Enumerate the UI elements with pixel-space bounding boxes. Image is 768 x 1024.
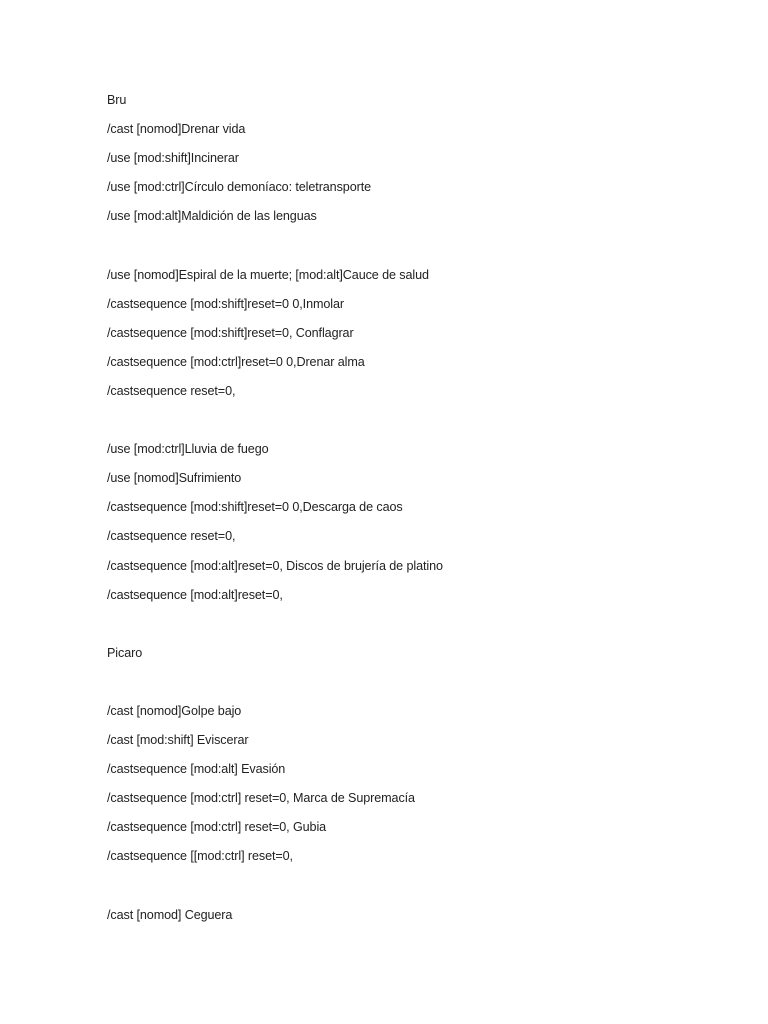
macro-line: /castsequence [mod:ctrl]reset=0 0,Drenar alma [107, 354, 365, 369]
macro-line: /castsequence [mod:shift]reset=0 0,Inmolar [107, 296, 344, 311]
macro-line: /castsequence reset=0, [107, 383, 236, 398]
blank-line [107, 410, 443, 439]
blank-line [107, 672, 443, 701]
macro-line: /use [mod:alt]Maldición de las lenguas [107, 209, 317, 224]
macro-line: /cast [nomod]Drenar vida [107, 122, 246, 137]
macro-line: /use [mod:ctrl]Círculo demoníaco: teletransporte [107, 180, 371, 195]
blank-line [107, 235, 443, 264]
document-body [107, 90, 443, 934]
macro-line: /castsequence [[mod:ctrl] reset=0, [107, 849, 293, 864]
macro-line: /cast [mod:shift] Eviscerar [107, 733, 249, 748]
macro-line: /use [nomod]Sufrimiento [107, 471, 242, 486]
macro-line: /castsequence [mod:alt]reset=0, [107, 587, 283, 602]
macro-line: /castsequence [mod:alt] Evasión [107, 762, 286, 777]
macro-line: /castsequence [mod:ctrl] reset=0, Gubia [107, 820, 327, 835]
macro-line: /cast [nomod] Ceguera [107, 907, 233, 922]
macro-line: /castsequence [mod:ctrl] reset=0, Marca de Supremacía [107, 791, 415, 806]
macro-line: /castsequence [mod:shift]reset=0, Conflagrar [107, 325, 354, 340]
macro-line: /castsequence [mod:shift]reset=0 0,Descarga de caos [107, 500, 403, 515]
macro-line: /use [mod:shift]Incinerar [107, 151, 239, 166]
macro-line: /cast [nomod]Golpe bajo [107, 703, 242, 718]
macro-line: /castsequence reset=0, [107, 529, 236, 544]
macro-line: /use [mod:ctrl]Lluvia de fuego [107, 442, 269, 457]
section-heading-bru: Bru [107, 93, 127, 107]
blank-line [107, 614, 443, 643]
section-heading-picaro: Picaro [107, 645, 143, 660]
blank-line [107, 876, 443, 905]
macro-line: /castsequence [mod:alt]reset=0, Discos de brujería de platino [107, 558, 443, 573]
macro-line: /use [nomod]Espiral de la muerte; [mod:alt]Cauce de salud [107, 267, 429, 282]
